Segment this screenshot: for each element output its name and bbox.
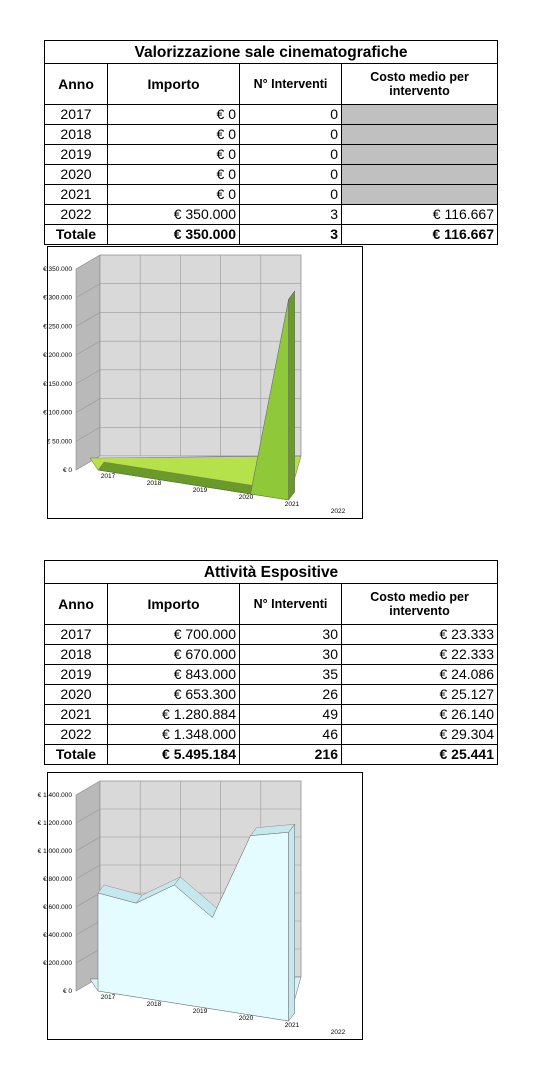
cell-importo: € 0 [108, 105, 240, 125]
cell-costo-medio: € 25.127 [342, 685, 498, 705]
cell-importo: € 1.280.884 [108, 705, 240, 725]
cell-importo: € 653.300 [108, 685, 240, 705]
cell-interventi: 30 [240, 645, 342, 665]
cell-importo: € 1.348.000 [108, 725, 240, 745]
cell-anno: 2022 [45, 725, 108, 745]
y-tick-label: € 1.000.000 [37, 848, 72, 855]
y-tick-label: € 300.000 [43, 294, 72, 302]
cell-costo-medio [342, 105, 498, 125]
table-row [45, 725, 498, 745]
y-tick-label: € 350.000 [43, 266, 72, 273]
y-tick-label: € 600.000 [43, 904, 72, 911]
cell-total-label: Totale [45, 225, 108, 245]
y-tick-label: € 150.000 [43, 380, 72, 388]
cell-anno: 2020 [45, 685, 108, 705]
y-tick-label: € 200.000 [43, 352, 72, 360]
table-row [45, 625, 498, 645]
cell-anno: 2020 [45, 165, 108, 185]
table-total-row [45, 225, 498, 245]
cell-anno: 2021 [45, 185, 108, 205]
cell-costo-medio: € 22.333 [342, 645, 498, 665]
y-tick-label: € 1.200.000 [37, 820, 72, 827]
area-side-face [289, 291, 295, 500]
cell-total-interventi: 3 [240, 225, 342, 245]
cell-total-importo: € 350.000 [108, 225, 240, 245]
x-tick-label: 2020 [238, 1015, 254, 1022]
cell-total-label: Totale [45, 745, 108, 765]
y-tick-label: € 1.400.000 [37, 792, 72, 799]
cell-costo-medio: € 116.667 [342, 205, 498, 225]
x-tick-label: 2017 [100, 473, 116, 480]
chart-side-wall [76, 255, 100, 470]
column-header-interventi: N° Interventi [240, 64, 342, 105]
cell-total-costo-medio: € 25.441 [342, 745, 498, 765]
cell-anno: 2017 [45, 105, 108, 125]
cell-importo: € 843.000 [108, 665, 240, 685]
table-attivita-espositive [44, 560, 498, 765]
x-tick-label: 2019 [192, 1008, 208, 1015]
cell-importo: € 0 [108, 145, 240, 165]
cell-anno: 2018 [45, 125, 108, 145]
column-header-costo-medio: Costo medio per intervento [342, 584, 498, 625]
chart-side-wall [76, 781, 100, 991]
cell-costo-medio: € 26.140 [342, 705, 498, 725]
column-header-importo: Importo [108, 584, 240, 625]
table-row [45, 105, 498, 125]
x-tick-label: 2018 [146, 480, 162, 487]
cell-costo-medio: € 23.333 [342, 625, 498, 645]
table-row [45, 645, 498, 665]
cell-total-importo: € 5.495.184 [108, 745, 240, 765]
cell-costo-medio [342, 165, 498, 185]
x-tick-label: 2022 [330, 508, 346, 515]
cell-costo-medio [342, 185, 498, 205]
cell-costo-medio: € 29.304 [342, 725, 498, 745]
chart-attivita-espositive [37, 772, 363, 1040]
chart-svg [37, 773, 362, 1039]
cell-interventi: 0 [240, 105, 342, 125]
y-tick-label: € 50.000 [46, 438, 72, 446]
chart-valorizzazione-sale [43, 246, 363, 519]
cell-costo-medio: € 24.086 [342, 665, 498, 685]
table-title: Attività Espositive [45, 561, 498, 584]
cell-interventi: 3 [240, 205, 342, 225]
table-row [45, 205, 498, 225]
column-header-interventi: N° Interventi [240, 584, 342, 625]
cell-importo: € 0 [108, 165, 240, 185]
cell-total-interventi: 216 [240, 745, 342, 765]
table-row [45, 125, 498, 145]
cell-importo: € 350.000 [108, 205, 240, 225]
cell-anno: 2019 [45, 665, 108, 685]
column-header-anno: Anno [45, 64, 108, 105]
x-tick-label: 2021 [284, 501, 300, 508]
y-tick-label: € 400.000 [43, 932, 72, 939]
cell-anno: 2018 [45, 645, 108, 665]
table-row [45, 185, 498, 205]
table-title: Valorizzazione sale cinematografiche [45, 41, 498, 64]
cell-anno: 2022 [45, 205, 108, 225]
column-header-anno: Anno [45, 584, 108, 625]
cell-anno: 2021 [45, 705, 108, 725]
table-total-row [45, 745, 498, 765]
table-row [45, 705, 498, 725]
cell-anno: 2019 [45, 145, 108, 165]
cell-interventi: 26 [240, 685, 342, 705]
cell-interventi: 49 [240, 705, 342, 725]
area-side-face [289, 824, 295, 1021]
chart-svg [43, 247, 362, 518]
cell-costo-medio [342, 125, 498, 145]
cell-importo: € 670.000 [108, 645, 240, 665]
x-tick-label: 2022 [330, 1029, 346, 1036]
cell-importo: € 700.000 [108, 625, 240, 645]
column-header-costo-medio: Costo medio per intervento [342, 64, 498, 105]
cell-total-costo-medio: € 116.667 [342, 225, 498, 245]
cell-interventi: 35 [240, 665, 342, 685]
cell-importo: € 0 [108, 185, 240, 205]
cell-interventi: 30 [240, 625, 342, 645]
table-row [45, 165, 498, 185]
cell-interventi: 0 [240, 185, 342, 205]
x-tick-label: 2019 [192, 487, 208, 494]
cell-costo-medio [342, 145, 498, 165]
cell-anno: 2017 [45, 625, 108, 645]
column-header-importo: Importo [108, 64, 240, 105]
cell-interventi: 46 [240, 725, 342, 745]
x-tick-label: 2017 [100, 994, 116, 1001]
cell-interventi: 0 [240, 125, 342, 145]
y-tick-label: € 0 [62, 467, 72, 474]
table-valorizzazione-sale [44, 40, 498, 245]
x-tick-label: 2020 [238, 494, 254, 501]
cell-interventi: 0 [240, 165, 342, 185]
table-row [45, 665, 498, 685]
table-row [45, 145, 498, 165]
y-tick-label: € 0 [62, 988, 72, 995]
y-tick-label: € 800.000 [43, 876, 72, 883]
table-row [45, 685, 498, 705]
y-tick-label: € 250.000 [43, 323, 72, 331]
cell-importo: € 0 [108, 125, 240, 145]
y-tick-label: € 100.000 [43, 409, 72, 417]
x-tick-label: 2021 [284, 1022, 300, 1029]
x-tick-label: 2018 [146, 1001, 162, 1008]
y-tick-label: € 200.000 [43, 960, 72, 967]
cell-interventi: 0 [240, 145, 342, 165]
